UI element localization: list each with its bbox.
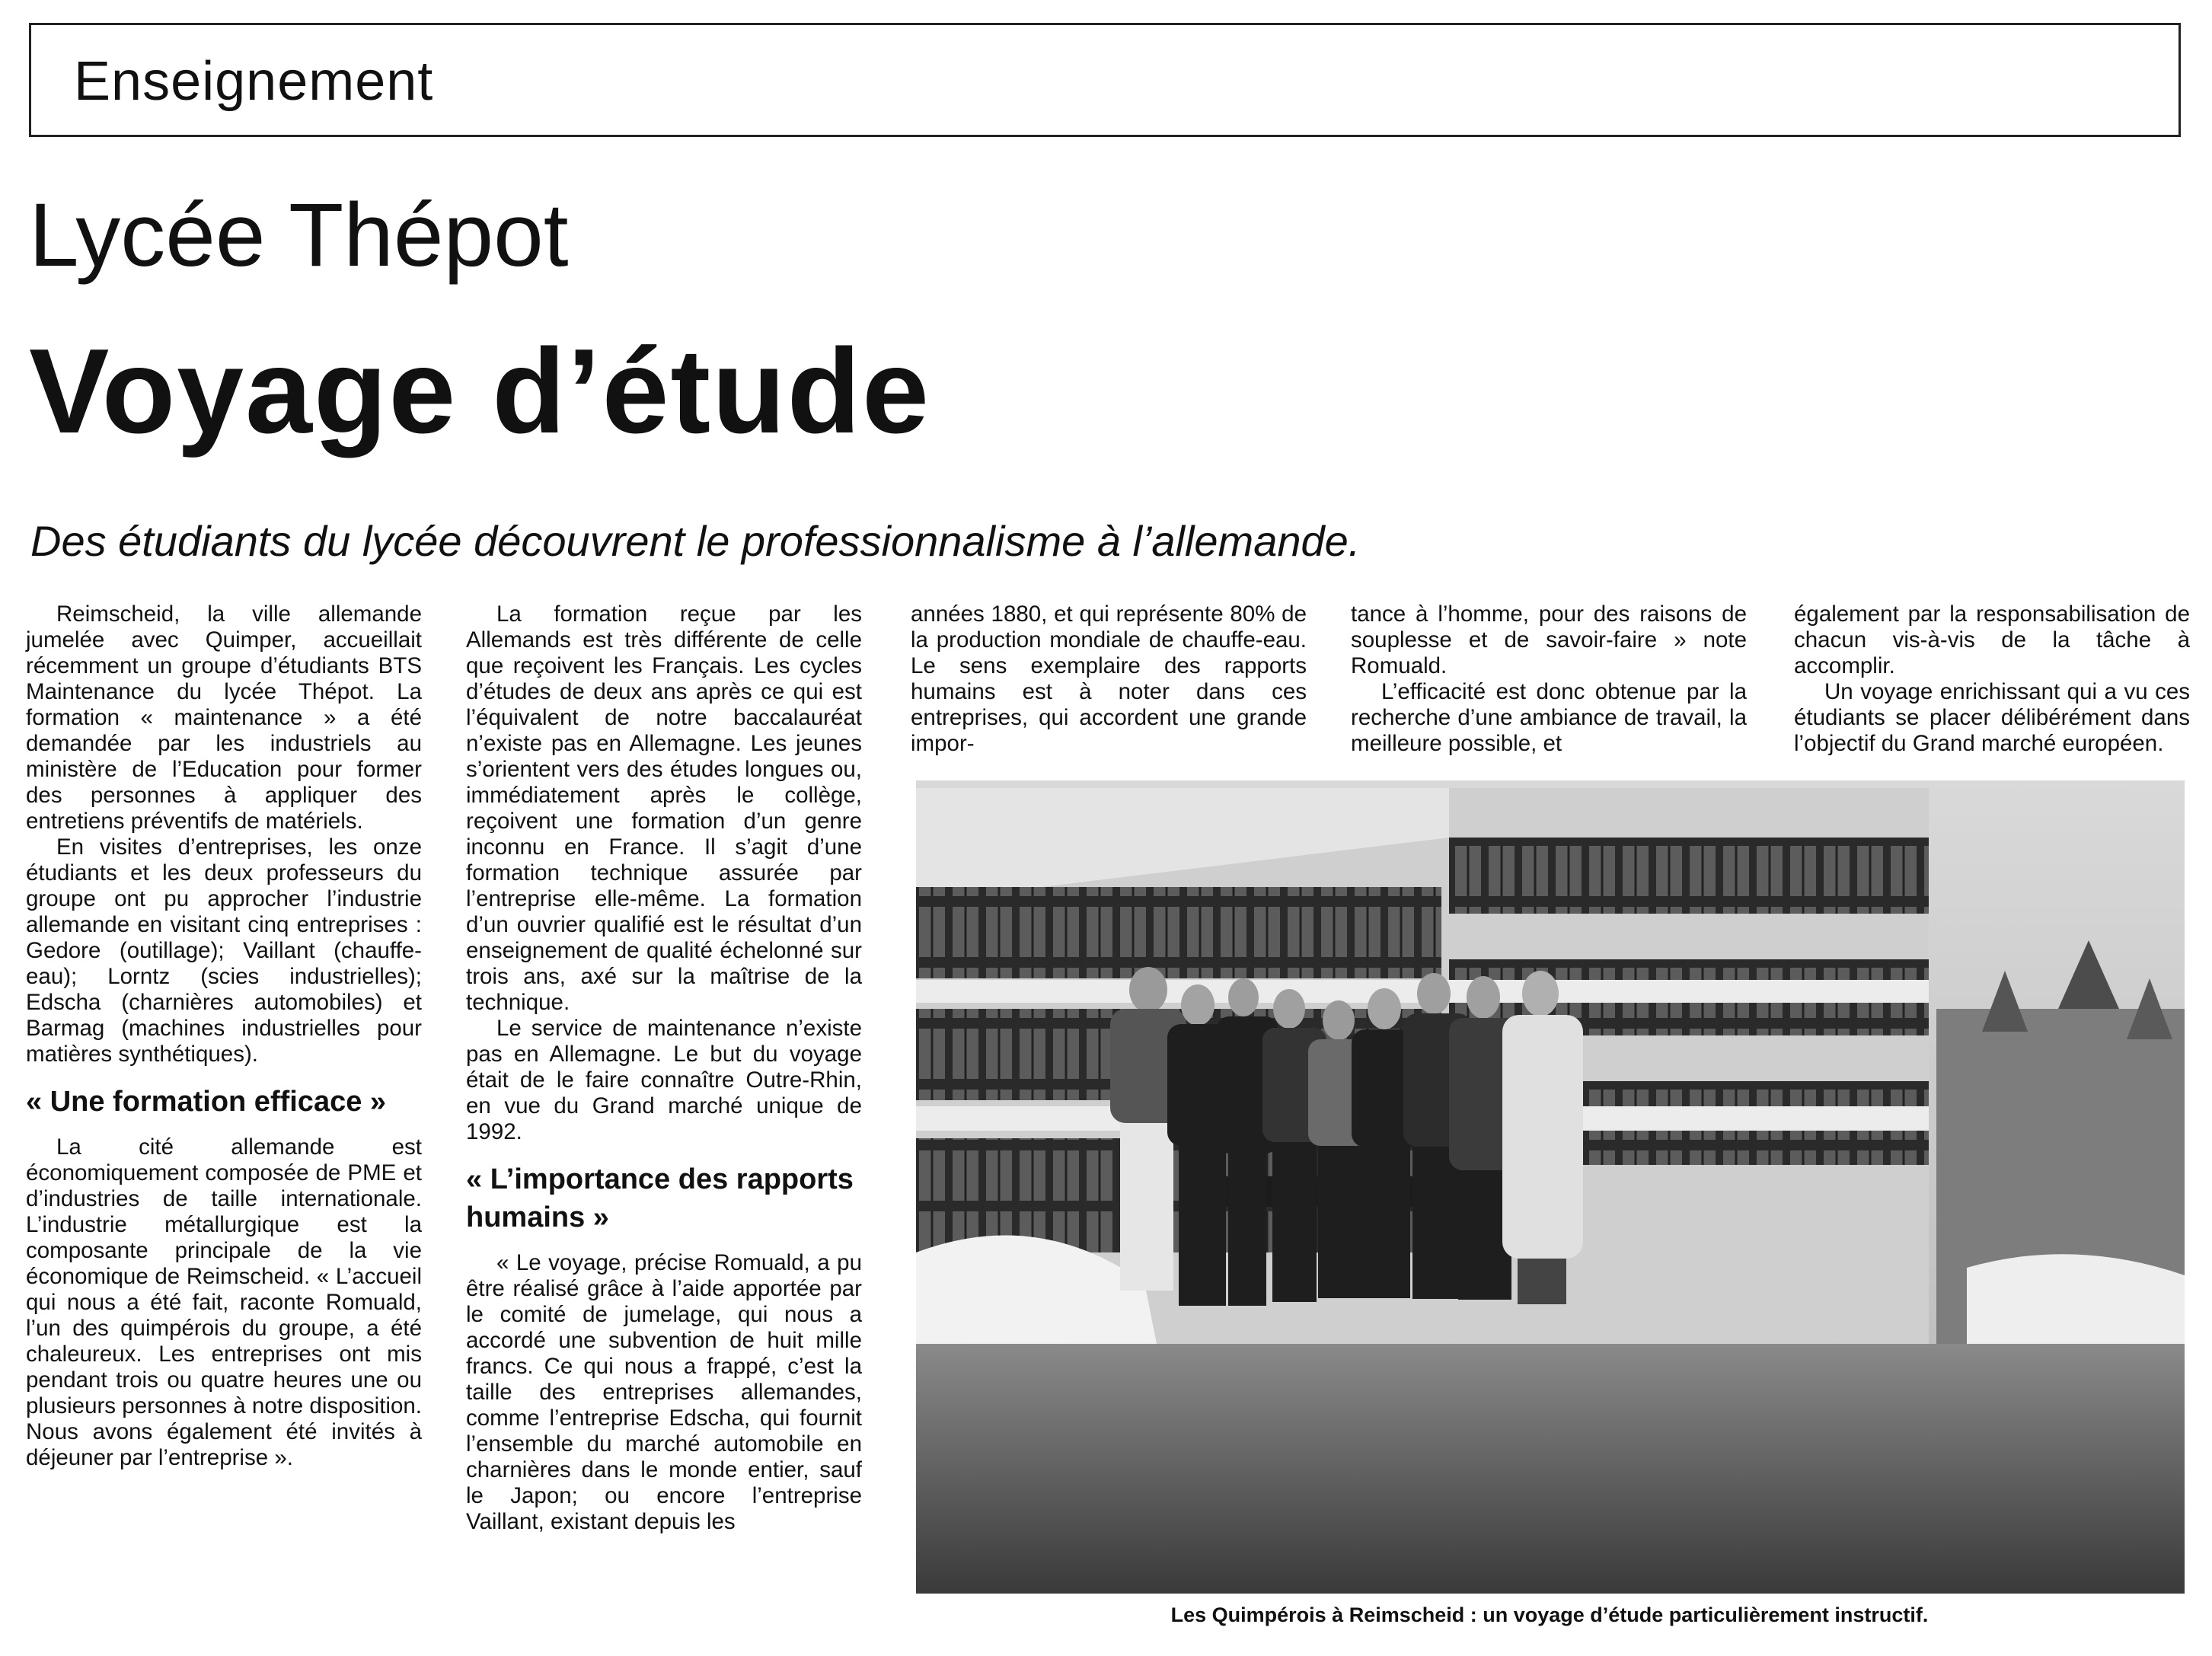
paragraph: La cité allemande est économiquement composée de PME et d’industries de taille internationale. L’industrie métallurgique est la composante principale de la vie économique de Reimscheid. « L’accueil qui nous a été fait, raconte Romuald, l’un des quimpérois du groupe, a été chaleureux. Les entreprises ont mis pendant trois ou quatre heures une ou plusieurs personnes à notre disposition. Nous avons également été invités à déjeuner par l’entreprise ». bbox=[26, 1134, 422, 1470]
section-rubric-label: Enseignement bbox=[74, 51, 434, 112]
text-column-3 bbox=[911, 601, 1307, 757]
paragraph: L’efficacité est donc obtenue par la recherche d’une ambiance de travail, la meilleure possible, et bbox=[1351, 679, 1747, 756]
text-column-5 bbox=[1794, 601, 2190, 757]
wet-pavement bbox=[916, 1344, 2185, 1594]
paragraph: Le service de maintenance n’existe pas en Allemagne. Le but du voyage était de le faire connaître Outre-Rhin, en vue du Grand marché unique de 1992. bbox=[466, 1016, 862, 1144]
text-column-2 bbox=[466, 601, 862, 1535]
paragraph: « Le voyage, précise Romuald, a pu être réalisé grâce à l’aide apportée par le comité de jumelage, qui nous a accordé une subvention de huit mille francs. Ce qui nous a frappé, c’est la taille des entreprises allemandes, comme l’entreprise Edscha, qui fournit l’ensemble du marché automobile en charnières dans le monde entier, sauf le Japon; ou encore l’entreprise Vaillant, existant depuis les bbox=[466, 1250, 862, 1534]
group-of-students bbox=[1110, 967, 1583, 1306]
paragraph: En visites d’entreprises, les onze étudiants et les deux professeurs du groupe ont pu approcher l’industrie allemande en visitant cinq entreprises : Gedore (outillage); Vaillant (chauffe-eau); Lorntz (scies industrielles); Edscha (charnières automobiles) et Barmag (machines industrielles pour matières synthétiques). bbox=[26, 834, 422, 1067]
article-lead: Des étudiants du lycée découvrent le professionnalisme à l’allemande. bbox=[30, 517, 1361, 565]
text-column-1 bbox=[26, 601, 422, 1471]
paragraph: Reimscheid, la ville allemande jumelée avec Quimper, accueillait récemment un groupe d’étudiants BTS Maintenance du lycée Thépot. La formation « maintenance » a été demandée par les industriels au ministère de l’Education pour former des personnes à appliquer des entretiens préventifs de matériels. bbox=[26, 601, 422, 834]
article-photo bbox=[916, 780, 2185, 1594]
subheading: « Une formation efficace » bbox=[26, 1086, 387, 1118]
article-title: Voyage d’étude bbox=[29, 324, 930, 458]
photo-caption: Les Quimpérois à Reimscheid : un voyage d’étude particulièrement instructif. bbox=[1170, 1603, 1929, 1626]
paragraph: également par la responsabilisation de chacun vis-à-vis de la tâche à accomplir. bbox=[1794, 601, 2190, 678]
paragraph: tance à l’homme, pour des raisons de souplesse et de savoir-faire » note Romuald. bbox=[1351, 601, 1747, 678]
group-photo-illustration bbox=[916, 780, 2185, 1594]
paragraph: Un voyage enrichissant qui a vu ces étudiants se placer délibérément dans l’objectif du Grand marché européen. bbox=[1794, 679, 2190, 756]
section-rubric-box bbox=[29, 23, 2181, 137]
article-kicker: Lycée Thépot bbox=[29, 185, 569, 286]
paragraph: La formation reçue par les Allemands est très différente de celle que reçoivent les Français. Les cycles d’études de deux ans après ce qui est l’équivalent de notre baccalauréat n’existe pas en Allemagne. Les jeunes s’orientent vers des études longues ou, immédiatement après le collège, reçoivent une formation d’un genre inconnu en France. Il s’agit d’une formation technique assurée par l’entreprise elle-même. La formation d’un ouvrier qualifié est le résultat d’un enseignement de qualité échelonné sur trois ans, axé sur la maîtrise de la technique. bbox=[466, 601, 862, 1015]
paragraph: années 1880, et qui représente 80% de la production mondiale de chauffe-eau. Le sens exemplaire des rapports humains est à noter dans ces entreprises, qui accordent une grande impor- bbox=[911, 601, 1307, 756]
text-column-4 bbox=[1351, 601, 1747, 757]
subheading: « L’importance des rapports humains » bbox=[466, 1163, 854, 1233]
